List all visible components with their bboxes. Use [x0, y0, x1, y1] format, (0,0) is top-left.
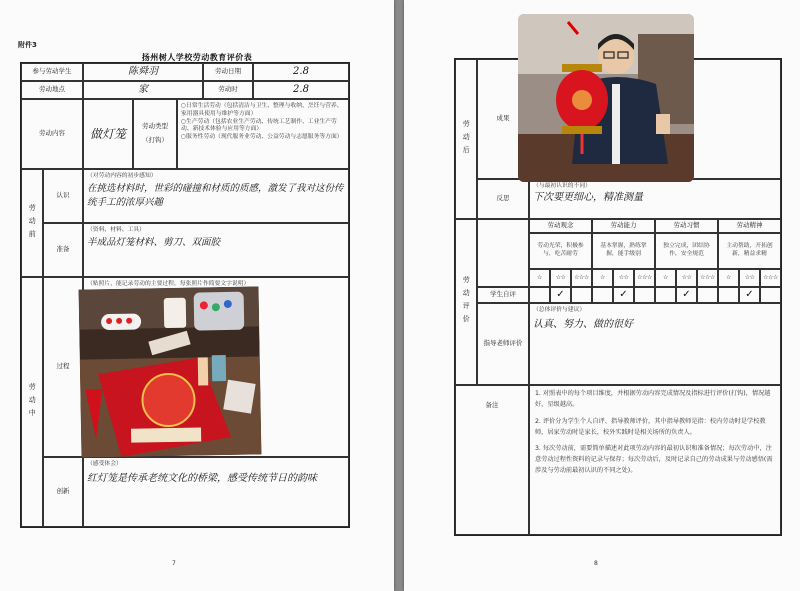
star-level-cell[interactable]: ☆☆☆ [760, 269, 781, 287]
creation-hint: （感受体会） [87, 461, 122, 467]
self-eval-check-cell[interactable] [634, 287, 655, 303]
cognition-hint: （对劳动内容的初步感知） [87, 173, 157, 179]
location-value: 家 [83, 81, 203, 99]
document-title: 扬州树人学校劳动教育评价表 [141, 53, 253, 62]
duration-value: 2.8 [253, 81, 349, 99]
eval-desc-habit: 独立完成，团结协作，安全规范 [655, 233, 718, 269]
left-page [0, 0, 394, 591]
eval-col-habit: 劳动习惯 [655, 219, 718, 233]
self-eval-check-cell[interactable]: ✓ [550, 287, 571, 303]
cognition-cell [83, 169, 349, 223]
eval-col-ability: 劳动能力 [592, 219, 655, 233]
participant-label: 参与劳动学生 [21, 63, 83, 81]
self-eval-check-cell[interactable] [571, 287, 592, 303]
prepare-hint: （资料、材料、工具） [87, 227, 145, 233]
type-option-production[interactable]: ○生产劳动（包括农业生产劳动、传统工艺制作、工业生产劳动、新技术体验与应用等方面） [181, 118, 337, 133]
note-1: 1. 对照表中的每个项目维度，并根据劳动内容完成情况及指标进行评价(打钩)，情况越好，星级越高。 [535, 390, 771, 408]
star-level-cell[interactable]: ☆☆☆ [697, 269, 718, 287]
type-options [177, 99, 349, 169]
self-eval-check-cell[interactable] [718, 287, 739, 303]
eval-col-spirit: 劳动精神 [718, 219, 781, 233]
star-level-cell[interactable]: ☆☆ [676, 269, 697, 287]
type-label: 劳动类型 [142, 122, 168, 131]
duration-label: 劳动时 [203, 81, 253, 99]
eval-desc-concept: 劳动光荣，积极参与，吃苦耐劳 [529, 233, 592, 269]
star-level-cell[interactable]: ☆ [592, 269, 613, 287]
result-photo [518, 14, 694, 182]
prework-label: 劳动前 [28, 203, 37, 243]
postwork-label: 劳动后 [462, 119, 471, 159]
teacher-text: 认真、努力、做的很好 [533, 318, 633, 330]
creation-cell [83, 457, 349, 527]
type-option-service[interactable]: ○服务性劳动（现代服务业劳动、公益劳动与志愿服务等方面） [181, 134, 343, 141]
star-level-cell[interactable]: ☆ [529, 269, 550, 287]
result-label: 成果 [477, 59, 529, 179]
right-page [404, 0, 800, 591]
reflection-text: 下次要更细心，精准测量 [533, 191, 643, 203]
location-label: 劳动地点 [21, 81, 83, 99]
participant-value: 陈舜羽 [83, 63, 203, 81]
self-eval-check-cell[interactable] [592, 287, 613, 303]
type-sub-label: （打钩） [142, 136, 168, 144]
content-label: 劳动内容 [21, 99, 83, 169]
star-level-cell[interactable]: ☆☆☆ [634, 269, 655, 287]
note-2: 2. 评价分为学生个人自评、指导教师评价，其中指导教师是指：校内劳动时是学校教师，居家劳动时是家长，校外实践时是相关场所的负责人。 [535, 417, 766, 436]
eval-blank [477, 219, 529, 287]
lantern-crafting-photo [79, 286, 262, 457]
star-level-cell[interactable]: ☆ [718, 269, 739, 287]
annex-label: 附件3 [18, 41, 37, 49]
prepare-label: 准备 [43, 223, 83, 277]
labor-date-value: 2.8 [253, 63, 349, 81]
type-option-daily[interactable]: ○日常生活劳动（包括清洁与卫生、整理与收纳、烹饪与营养、家用器具使用与维护等方面） [181, 103, 343, 117]
star-level-cell[interactable]: ☆☆☆ [571, 269, 592, 287]
eval-desc-ability: 基本掌握，熟练掌握，能手级别 [592, 233, 655, 269]
eval-col-concept: 劳动观念 [529, 219, 592, 233]
self-eval-check-cell[interactable] [655, 287, 676, 303]
cognition-text: 在挑选材料时，世彩的碰撞和材质的质感，激发了我对这份传统手工的浓厚兴趣 [87, 182, 344, 208]
star-level-cell[interactable]: ☆ [655, 269, 676, 287]
process-label: 过程 [43, 277, 83, 457]
creation-label: 创新 [43, 457, 83, 527]
star-level-cell[interactable]: ☆☆ [739, 269, 760, 287]
prepare-text: 半成品灯笼材料、剪刀、双面胶 [87, 236, 221, 248]
self-eval-check-cell[interactable]: ✓ [676, 287, 697, 303]
inwork-label: 劳动中 [28, 382, 37, 422]
self-eval-check-cell[interactable] [697, 287, 718, 303]
self-eval-check-cell[interactable]: ✓ [739, 287, 760, 303]
cognition-label: 认识 [43, 169, 83, 223]
note-3: 3. 每次劳动前，需要简单描述对此项劳动内容的最初认识和准备情况；每次劳动中，注意劳动过程性资料的记录与保存；每次劳动后，及时记录自己的劳动成果与劳动感悟(需涉及与劳动前最初认识的不同之处)。 [535, 445, 773, 475]
labor-date-label: 劳动日期 [203, 63, 253, 81]
page-number-left: 7 [172, 560, 176, 567]
self-eval-check-cell[interactable]: ✓ [613, 287, 634, 303]
notes-label: 备注 [455, 385, 529, 535]
content-value: 做灯笼 [83, 99, 133, 169]
self-eval-label: 学生自评 [477, 287, 529, 303]
process-photo [79, 286, 262, 457]
page-number-right: 8 [594, 560, 598, 567]
prepare-cell [83, 223, 349, 277]
eval-desc-spirit: 主动帮助，开拓创新，精益求精 [718, 233, 781, 269]
teacher-eval-label: 指导老师评价 [477, 303, 529, 385]
evaluation-section [455, 219, 477, 385]
type-label-cell [133, 99, 177, 169]
prework-section [21, 169, 43, 277]
reflection-hint: （与最初认识的不同） [533, 183, 591, 189]
self-eval-check-cell[interactable] [760, 287, 781, 303]
teacher-hint: （总体评价与建议） [533, 307, 586, 313]
inwork-section [21, 277, 43, 527]
star-level-cell[interactable]: ☆☆ [613, 269, 634, 287]
notes-cell [529, 385, 781, 535]
teacher-eval-cell [529, 303, 781, 385]
evaluation-label: 劳动评价 [462, 276, 471, 328]
reflection-label: 反思 [477, 179, 529, 219]
student-with-lantern-photo [518, 14, 694, 182]
process-hint: （贴照片，能记录劳动的主要过程，每张照片作简要文字说明） [87, 281, 250, 287]
star-level-cell[interactable]: ☆☆ [550, 269, 571, 287]
creation-text: 红灯笼是传承老统文化的桥梁，感受传统节日的韵味 [87, 472, 317, 484]
self-eval-check-cell[interactable] [529, 287, 550, 303]
postwork-section [455, 59, 477, 219]
reflection-cell [529, 179, 781, 219]
